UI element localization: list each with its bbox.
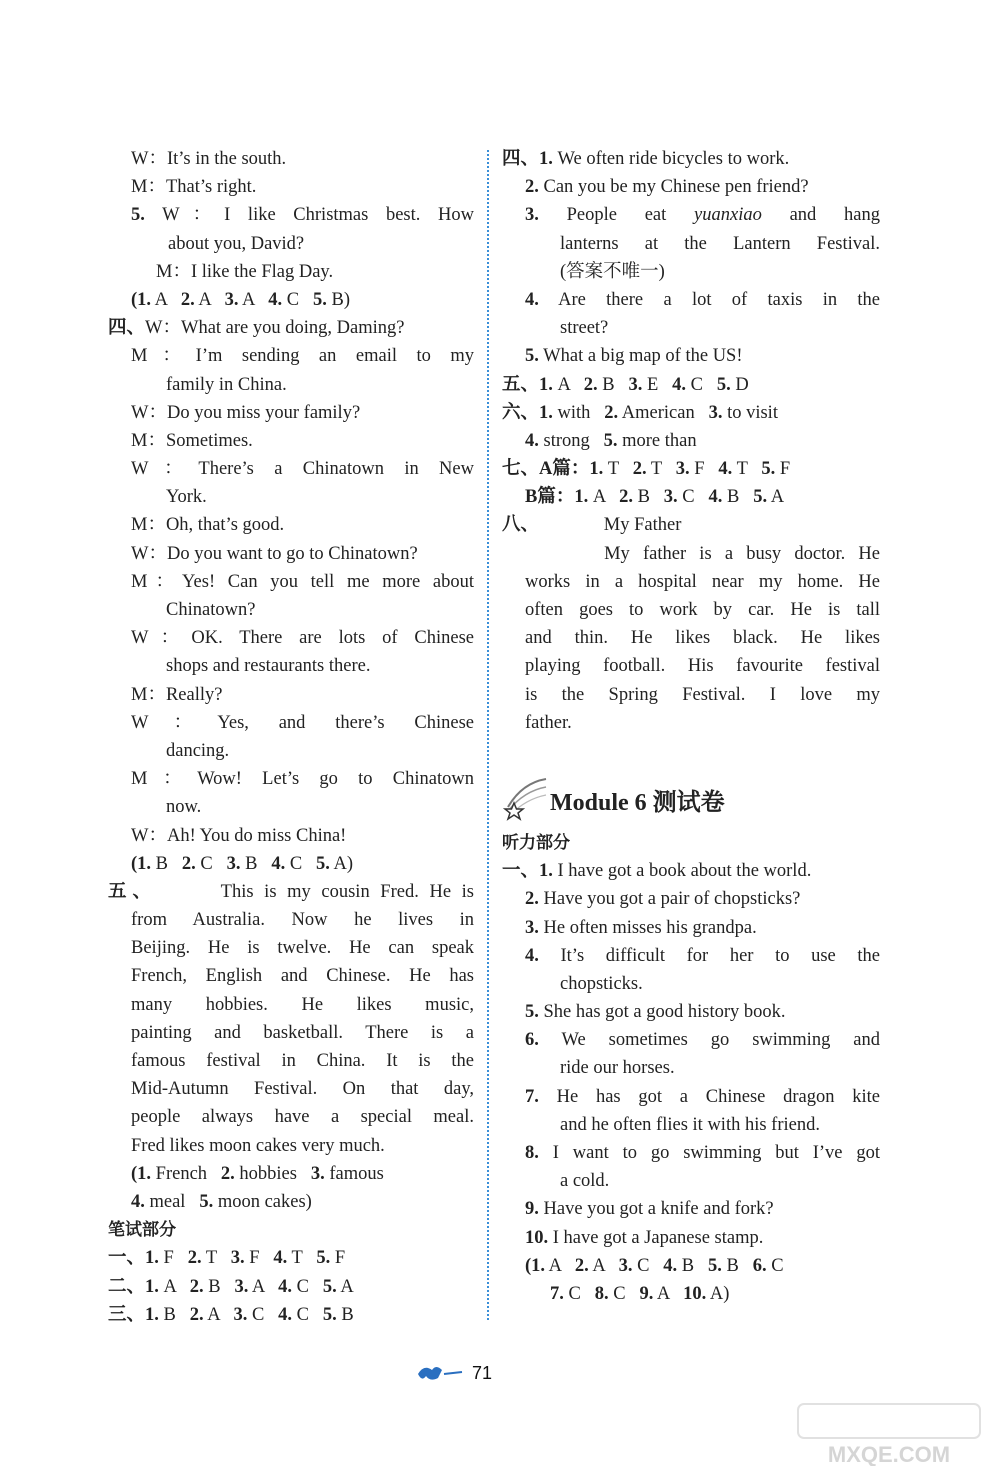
- answer-line: [108, 230, 474, 258]
- text-run: B: [151, 853, 182, 874]
- text-run: B: [158, 1304, 190, 1325]
- answer-line: [108, 371, 474, 399]
- text-run: T: [287, 1248, 317, 1269]
- text-run: 8.: [525, 1143, 539, 1163]
- text-run: father.: [525, 712, 572, 733]
- text-run: 10.: [683, 1283, 707, 1304]
- text-run: C: [292, 1304, 323, 1325]
- text-run: He often misses his grandpa.: [538, 917, 757, 938]
- text-run: 4.: [525, 945, 539, 966]
- text-run: family in China.: [166, 374, 287, 395]
- text-run: B: [677, 1255, 709, 1276]
- text-run: 六、1.: [502, 402, 553, 423]
- text-run: famous festival in China. It is the: [131, 1051, 474, 1071]
- text-run: F: [775, 459, 791, 480]
- text-run: D: [730, 374, 749, 395]
- answer-line: [502, 1111, 880, 1139]
- answer-line: [108, 511, 474, 539]
- text-run: (1.: [131, 289, 152, 310]
- answer-line: [108, 709, 474, 737]
- answer-line: [502, 399, 880, 427]
- text-run: F: [330, 1248, 346, 1269]
- text-run: 5.: [131, 205, 145, 226]
- right-top-answers: [502, 145, 880, 737]
- text-run: 笔试部分: [108, 1220, 176, 1241]
- text-run: My Father: [539, 515, 682, 536]
- right-bottom-answers: [502, 829, 880, 1308]
- answer-line: [108, 483, 474, 511]
- text-run: He has got a Chinese dragon kite: [538, 1086, 880, 1107]
- answer-line: [108, 399, 474, 427]
- text-run: E: [642, 374, 673, 395]
- answer-line: [108, 286, 474, 314]
- text-run: 3.: [708, 402, 723, 423]
- text-run: F: [244, 1248, 274, 1269]
- text-run: 五、: [108, 881, 157, 902]
- text-run: 3.: [525, 917, 539, 938]
- answer-line: [502, 652, 880, 680]
- answer-line: [502, 1224, 880, 1252]
- text-run: strong: [538, 430, 604, 451]
- text-run: I have got a Japanese stamp.: [548, 1227, 764, 1248]
- text-run: 4.: [271, 853, 286, 874]
- text-run: Have you got a knife and fork?: [538, 1199, 774, 1220]
- text-run: 2.: [189, 1304, 204, 1325]
- text-run: lanterns at the Lantern Festival.: [560, 233, 880, 254]
- text-run: W：What are you doing, Daming?: [145, 318, 405, 339]
- text-run: 5.: [313, 289, 327, 310]
- answer-line: [108, 1301, 474, 1329]
- text-run: 七、A篇：1.: [502, 459, 604, 480]
- text-run: French, English and Chinese. He has: [131, 966, 474, 987]
- text-run: (1.: [131, 1163, 152, 1184]
- answer-line: [108, 850, 474, 878]
- text-run: 4.: [278, 1304, 293, 1325]
- text-run: American: [618, 402, 709, 423]
- text-run: We often ride bicycles to work.: [552, 149, 790, 169]
- text-run: 四、1.: [502, 149, 553, 169]
- answer-line: [108, 427, 474, 455]
- text-run: 3.: [233, 1304, 248, 1325]
- watermark-logo-icon: [794, 1402, 984, 1466]
- answer-line: [108, 145, 474, 173]
- text-run: C: [285, 853, 317, 874]
- text-run: M：Oh, that’s good.: [131, 515, 285, 536]
- text-run: shops and restaurants there.: [166, 656, 371, 677]
- text-run: 3.: [226, 853, 241, 874]
- answer-line: [502, 145, 880, 173]
- text-run: B: [722, 487, 754, 508]
- text-run: T: [732, 459, 762, 480]
- page-number: 71: [472, 1363, 493, 1383]
- text-run: 2.: [604, 402, 619, 423]
- text-run: playing football. His favourite festival: [525, 656, 880, 677]
- text-run: A: [336, 1276, 354, 1297]
- answer-line: [502, 455, 880, 483]
- text-run: A: [653, 1283, 684, 1304]
- text-run: 10.: [525, 1227, 549, 1248]
- watermark-text: MXQE.COM: [827, 1442, 951, 1466]
- text-run: C: [766, 1255, 784, 1276]
- answer-line: [108, 258, 474, 286]
- text-run: painting and basketball. There is a: [131, 1022, 474, 1043]
- text-run: 5.: [199, 1191, 214, 1212]
- text-run: M：Yes! Can you tell me more about: [131, 571, 474, 592]
- text-run: B: [336, 1304, 354, 1325]
- answer-line: [502, 1083, 880, 1111]
- answer-line: [108, 314, 474, 342]
- text-run: Mid-Autumn Festival. On that day,: [131, 1079, 474, 1100]
- text-run: B: [632, 487, 664, 508]
- text-run: My father is a busy doctor. He: [525, 543, 880, 564]
- module-title: [502, 777, 880, 829]
- text-run: 2.: [525, 177, 539, 198]
- text-run: with: [552, 402, 605, 423]
- answer-line: [502, 230, 880, 258]
- text-run: W：Do you want to go to Chinatown?: [131, 543, 418, 564]
- text-run: and he often flies it with his friend.: [560, 1114, 820, 1135]
- text-run: W：I like Christmas best. How: [144, 205, 474, 226]
- text-run: A: [588, 487, 620, 508]
- answer-line: [108, 906, 474, 934]
- answer-line: [502, 1167, 880, 1195]
- text-run: and hang: [761, 205, 880, 226]
- text-run: chopsticks.: [560, 973, 643, 994]
- text-run: 2.: [181, 853, 196, 874]
- text-run: 二、1.: [108, 1276, 159, 1297]
- text-run: 5.: [316, 853, 330, 874]
- text-run: C: [608, 1283, 640, 1304]
- text-run: (答案不唯一): [560, 261, 665, 282]
- text-run: 5.: [603, 430, 618, 451]
- text-run: 4.: [525, 289, 539, 310]
- text-run: 7.: [550, 1283, 564, 1304]
- text-run: 3.: [310, 1163, 325, 1184]
- answer-line: [108, 1019, 474, 1047]
- text-run: 9.: [639, 1283, 654, 1304]
- text-run: 3.: [234, 1276, 249, 1297]
- text-run: T: [201, 1248, 231, 1269]
- text-run: Fred likes moon cakes very much.: [131, 1135, 385, 1156]
- text-run: 5.: [753, 487, 768, 508]
- text-run: A: [248, 1276, 279, 1297]
- text-run: 3.: [224, 289, 239, 310]
- text-run: 一、1.: [108, 1248, 159, 1269]
- answer-line: [502, 1026, 880, 1054]
- answer-line: [502, 568, 880, 596]
- answer-line: [108, 652, 474, 680]
- text-run: 听力部分: [502, 832, 570, 853]
- answer-line: [502, 970, 880, 998]
- answer-line: [108, 1075, 474, 1103]
- answer-line: [502, 998, 880, 1026]
- text-run: A: [203, 1304, 234, 1325]
- text-run: Can you be my Chinese pen friend?: [538, 177, 809, 198]
- text-run: W：OK. There are lots of Chinese: [131, 628, 474, 649]
- answer-line: [108, 878, 474, 906]
- text-run: 5.: [716, 374, 731, 395]
- text-run: 5.: [708, 1255, 722, 1276]
- text-run: We sometimes go swimming and: [538, 1030, 880, 1051]
- answer-line: [502, 342, 880, 370]
- text-run: What a big map of the US!: [538, 346, 743, 367]
- text-run: 5.: [525, 1002, 539, 1023]
- text-run: to visit: [722, 402, 778, 423]
- text-run: (1.: [525, 1255, 546, 1276]
- text-run: 3.: [675, 459, 690, 480]
- text-run: now.: [166, 797, 202, 818]
- answer-line: [502, 483, 880, 511]
- text-run: 2.: [619, 487, 633, 508]
- text-run: Are there a lot of taxis in the: [538, 289, 880, 310]
- text-run: Have you got a pair of chopsticks?: [538, 889, 801, 910]
- text-run: 2.: [583, 374, 598, 395]
- text-run: 4.: [278, 1276, 293, 1297]
- text-run: 5.: [316, 1248, 331, 1269]
- answer-line: [108, 596, 474, 624]
- answer-line: [108, 1273, 474, 1301]
- answer-line: [108, 793, 474, 821]
- text-run: A: [151, 289, 181, 310]
- text-run: 一、1.: [502, 861, 553, 882]
- answer-line: [502, 709, 880, 737]
- text-run: A): [706, 1283, 730, 1304]
- text-run: A: [588, 1255, 619, 1276]
- text-run: 五、1.: [502, 374, 553, 395]
- text-run: 7.: [525, 1086, 539, 1107]
- text-run: C: [292, 1276, 323, 1297]
- text-run: W：Ah! You do miss China!: [131, 825, 347, 846]
- answer-line: [502, 681, 880, 709]
- text-run: 5.: [322, 1276, 337, 1297]
- text-run: A: [552, 374, 584, 395]
- left-column: [108, 145, 474, 1329]
- text-run: Chinatown?: [166, 600, 256, 620]
- text-run: from Australia. Now he lives in: [131, 910, 474, 931]
- answer-line: [108, 201, 474, 229]
- text-run: yuanxiao: [694, 205, 762, 226]
- text-run: 四、: [108, 318, 146, 339]
- text-run: 2.: [180, 289, 195, 310]
- text-run: dancing.: [166, 740, 230, 761]
- text-run: 八、: [502, 515, 540, 536]
- text-run: French: [151, 1163, 221, 1184]
- text-run: W：Do you miss your family?: [131, 402, 361, 423]
- answer-line: [108, 1216, 474, 1244]
- text-run: W：There’s a Chinatown in New: [131, 459, 474, 480]
- text-run: B: [203, 1276, 235, 1297]
- answer-line: [108, 681, 474, 709]
- answer-line: [502, 596, 880, 624]
- star-icon: [502, 777, 548, 823]
- text-run: street?: [560, 318, 609, 339]
- text-run: people always have a special meal.: [131, 1107, 474, 1128]
- answer-line: [502, 314, 880, 342]
- text-run: York.: [166, 487, 207, 508]
- text-run: 2.: [632, 459, 647, 480]
- module-title-text: Module 6 测试卷: [550, 789, 725, 816]
- text-run: many hobbies. He likes music,: [131, 994, 474, 1015]
- text-run: 4.: [273, 1248, 288, 1269]
- text-run: B: [721, 1255, 753, 1276]
- answer-line: [502, 1195, 880, 1223]
- text-run: B): [326, 289, 350, 310]
- text-run: 9.: [525, 1199, 539, 1220]
- answer-line: [502, 511, 880, 539]
- text-run: C: [632, 1255, 664, 1276]
- text-run: W：It’s in the south.: [131, 149, 287, 169]
- answer-line: [108, 1047, 474, 1075]
- text-run: C: [247, 1304, 279, 1325]
- answer-line: [502, 258, 880, 286]
- text-run: 2.: [187, 1248, 202, 1269]
- text-run: 6.: [752, 1255, 767, 1276]
- text-run: F: [689, 459, 719, 480]
- answer-line: [108, 624, 474, 652]
- text-run: M：I like the Flag Day.: [156, 261, 334, 282]
- text-run: I have got a book about the world.: [552, 861, 812, 882]
- text-run: T: [646, 459, 676, 480]
- answer-line: [108, 1132, 474, 1160]
- text-run: C: [686, 374, 717, 395]
- answer-line: [108, 1188, 474, 1216]
- text-run: and thin. He likes black. He likes: [525, 628, 880, 649]
- text-run: 3.: [525, 205, 539, 226]
- text-run: 3.: [618, 1255, 633, 1276]
- answer-line: [502, 286, 880, 314]
- text-run: This is my cousin Fred. He is: [156, 881, 474, 902]
- answer-line: [108, 1244, 474, 1272]
- answer-line: [108, 1160, 474, 1188]
- answer-line: [502, 540, 880, 568]
- answer-line: [108, 765, 474, 793]
- text-run: 5.: [761, 459, 776, 480]
- text-run: 4.: [663, 1255, 678, 1276]
- text-run: 4.: [131, 1191, 145, 1212]
- answer-line: [108, 455, 474, 483]
- text-run: W：Yes, and there’s Chinese: [131, 712, 474, 733]
- text-run: 2.: [220, 1163, 235, 1184]
- text-run: about you, David?: [168, 233, 305, 254]
- text-run: is the Spring Festival. I love my: [525, 684, 880, 705]
- answer-line: [108, 822, 474, 850]
- right-column: [502, 145, 880, 1308]
- text-run: 4.: [672, 374, 687, 395]
- text-run: 4.: [708, 487, 723, 508]
- text-run: I want to go swimming but I’ve got: [538, 1143, 880, 1163]
- text-run: C: [195, 853, 227, 874]
- answer-line: [502, 1054, 880, 1082]
- text-run: 4.: [525, 430, 539, 451]
- text-run: a cold.: [560, 1171, 610, 1192]
- text-run: 6.: [525, 1030, 539, 1051]
- text-run: B: [597, 374, 629, 395]
- answer-line: [502, 201, 880, 229]
- text-run: A: [238, 289, 269, 310]
- column-divider: [487, 150, 489, 1320]
- text-run: meal: [144, 1191, 200, 1212]
- answer-line: [108, 342, 474, 370]
- answer-line: [502, 1139, 880, 1167]
- text-run: M：I’m sending an email to my: [131, 346, 474, 367]
- text-run: 3.: [230, 1248, 245, 1269]
- text-run: ride our horses.: [560, 1058, 675, 1079]
- text-run: A: [545, 1255, 575, 1276]
- answer-line: [502, 1252, 880, 1280]
- answer-line: [108, 934, 474, 962]
- text-run: 5.: [525, 346, 539, 367]
- text-run: (1.: [131, 853, 152, 874]
- answer-line: [108, 540, 474, 568]
- text-run: B: [240, 853, 272, 874]
- text-run: 2.: [189, 1276, 204, 1297]
- answer-line: [108, 568, 474, 596]
- text-run: C: [282, 289, 313, 310]
- answer-line: [502, 624, 880, 652]
- text-run: 三、1.: [108, 1304, 159, 1325]
- answer-line: [502, 885, 880, 913]
- text-run: C: [563, 1283, 595, 1304]
- text-run: 2.: [574, 1255, 589, 1276]
- answer-line: [502, 914, 880, 942]
- text-run: often goes to work by car. He is tall: [525, 600, 880, 620]
- text-run: A: [158, 1276, 190, 1297]
- answer-line: [502, 857, 880, 885]
- text-run: M：Wow! Let’s go to Chinatown: [131, 769, 474, 790]
- text-run: famous: [324, 1163, 384, 1184]
- text-run: It’s difficult for her to use the: [538, 945, 880, 966]
- answer-line: [502, 371, 880, 399]
- text-run: 4.: [718, 459, 733, 480]
- text-run: Beijing. He is twelve. He can speak: [131, 938, 474, 959]
- text-run: B篇：1.: [525, 487, 589, 508]
- page-logo-icon: [416, 1360, 464, 1384]
- answer-line: [502, 173, 880, 201]
- text-run: 4.: [268, 289, 283, 310]
- text-run: 5.: [322, 1304, 337, 1325]
- answer-line: [502, 942, 880, 970]
- text-run: F: [158, 1248, 188, 1269]
- text-run: more than: [617, 430, 697, 451]
- answer-line: [108, 1103, 474, 1131]
- text-run: M：Sometimes.: [131, 430, 253, 451]
- answer-line: [502, 829, 880, 857]
- text-run: hobbies: [234, 1163, 311, 1184]
- text-run: works in a hospital near my home. He: [525, 571, 880, 592]
- text-run: 3.: [663, 487, 678, 508]
- answer-line: [502, 1280, 880, 1308]
- answer-line: [502, 427, 880, 455]
- text-run: 3.: [628, 374, 643, 395]
- text-run: 8.: [594, 1283, 609, 1304]
- text-run: C: [677, 487, 709, 508]
- text-run: A: [194, 289, 225, 310]
- answer-line: [108, 962, 474, 990]
- text-run: moon cakes): [213, 1191, 312, 1212]
- text-run: M：That’s right.: [131, 177, 257, 198]
- text-run: A): [329, 853, 354, 874]
- answer-line: [108, 737, 474, 765]
- text-run: A: [767, 487, 785, 508]
- text-run: People eat: [538, 205, 695, 226]
- answer-line: [108, 991, 474, 1019]
- text-run: T: [603, 459, 633, 480]
- text-run: She has got a good history book.: [538, 1002, 786, 1023]
- text-run: 2.: [525, 889, 539, 910]
- text-run: M：Really?: [131, 684, 223, 705]
- answer-line: [108, 173, 474, 201]
